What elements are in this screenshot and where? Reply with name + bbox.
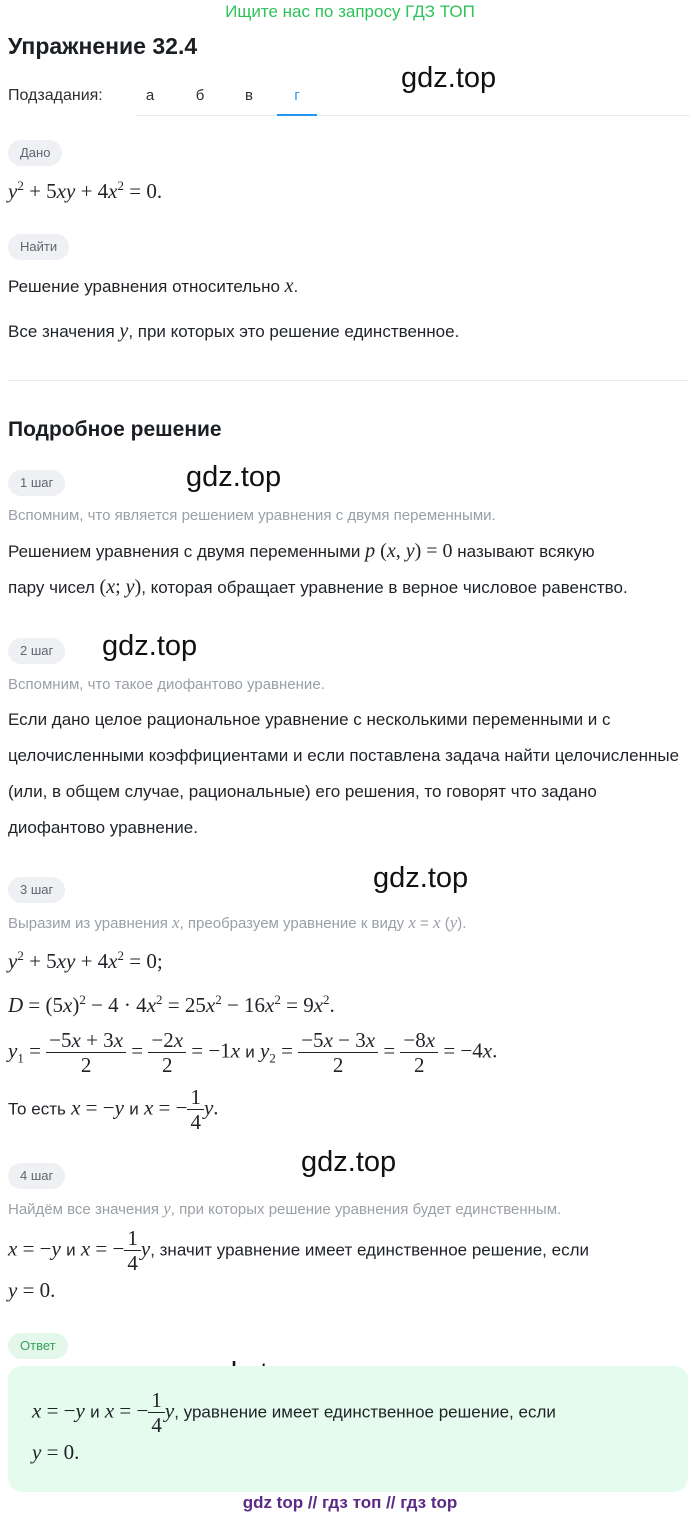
step-1-text-line-2: пару чисел (x; y), которая обращает уравнение в верное числовое равенство. — [8, 576, 628, 598]
answer-line-1: x = −y и x = − $\frac{1}{4}$ y, уравнение имеет единственное решение, если — [32, 1388, 556, 1438]
step-3-chip: 3 шаг — [8, 877, 65, 903]
step-4-text-line-1: x = −y и x = − $\frac{1}{4}$ y, значит уравнение имеет единственное решение, если — [8, 1226, 589, 1276]
step-4-text-line-2: y = 0. — [8, 1278, 56, 1302]
given-equation: $y^2 + 5xy + 4x^2 = 0$. — [8, 178, 163, 203]
step-1-chip: 1 шаг — [8, 470, 65, 496]
subtasks-bar — [8, 84, 690, 116]
step-2-text: Если дано целое рациональное уравнение с несколькими переменными и с целочисленными коэффициентами и если поставлена задача найти целочисленные (или, в общем случае, рациональные) его решения, то говорят что задано диофантово уравнение. — [8, 710, 680, 837]
step-3-eq-2: $D = (5x)^2 - 4 \cdot 4x^2 = 25x^2 - 16x^2 = 9x^2$. — [8, 992, 335, 1017]
find-chip: Найти — [8, 234, 69, 260]
step-3-hint: Выразим из уравнения x, преобразуем уравнение к виду x = x (y). — [8, 913, 467, 932]
promo-banner[interactable]: Ищите нас по запросу ГДЗ ТОП — [225, 2, 475, 21]
step-4-hint: Найдём все значения y, при которых решение уравнения будет единственным. — [8, 1199, 562, 1218]
watermark: gdz.top — [401, 62, 497, 94]
step-3-conclusion: То есть x = −y и x = − $\frac{1}{4}$ y. — [8, 1085, 219, 1135]
watermark: gdz.top — [301, 1146, 397, 1178]
page-title: Упражнение 32.4 — [8, 33, 198, 59]
section-divider — [8, 380, 688, 381]
answer-line-2: y = 0. — [32, 1440, 80, 1464]
step-1-text-line-1: Решением уравнения с двумя переменными p (x, y) = 0 называют всякую — [8, 540, 595, 562]
step-3-roots: $y_1$ = $\frac{-5x + 3x}{2}$ = $\frac{-2x}{2}$ = −1x и $y_2$ = $\frac{-5x - 3x}{2}$ = $\frac{-8x}{2}$ = −4x. — [8, 1028, 498, 1078]
find-line-2: Все значения y, при которых это решение единственное. — [8, 320, 460, 342]
tab-g[interactable]: г — [277, 87, 317, 116]
given-chip: Дано — [8, 140, 62, 166]
subtasks-label: Подзадания: — [8, 87, 103, 104]
solution-title: Подробное решение — [8, 418, 222, 441]
find-line-1: Решение уравнения относительно x. — [8, 275, 299, 297]
watermark: gdz.top — [373, 862, 469, 894]
tab-b[interactable]: б — [195, 87, 205, 104]
tab-v[interactable]: в — [245, 87, 253, 104]
watermark: gdz.top — [102, 630, 198, 662]
tab-a[interactable]: а — [145, 87, 155, 104]
footer-links[interactable]: gdz top // гдз топ // гдз top — [242, 1493, 458, 1512]
watermark: gdz.top — [186, 461, 282, 493]
step-3-eq-1: $y^2 + 5xy + 4x^2 = 0$; — [8, 948, 163, 973]
step-1-hint: Вспомним, что является решением уравнения с двумя переменными. — [8, 507, 496, 524]
answer-chip: Ответ — [8, 1333, 68, 1359]
step-2-chip: 2 шаг — [8, 638, 65, 664]
step-2-hint: Вспомним, что такое диофантово уравнение. — [8, 676, 325, 693]
step-4-chip: 4 шаг — [8, 1163, 65, 1189]
